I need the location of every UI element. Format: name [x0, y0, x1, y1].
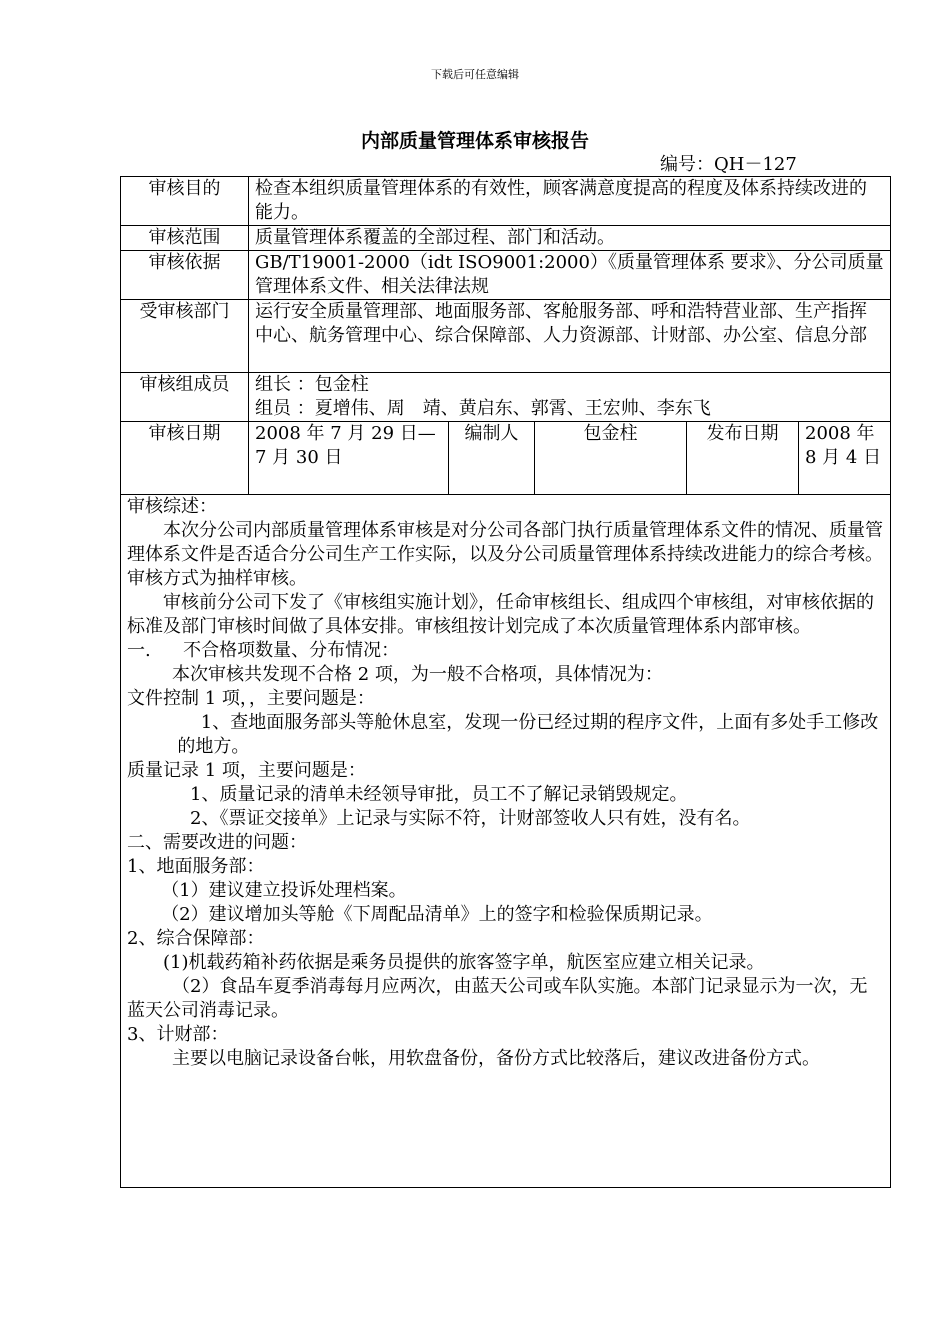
- team-members: 组员 ：夏增伟、周 靖、黄启东、郭霄、王宏帅、李东飞: [255, 398, 711, 419]
- support-dept-item-2: （2）食品车夏季消毒每月应两次，由蓝天公司或车队实施。本部门记录显示为一次，无蓝天公司消毒记录。: [127, 976, 868, 1021]
- quality-record-item-2: 2、《票证交接单》上记录与实际不符，计财部签收人只有姓，没有名。: [190, 808, 751, 829]
- quality-record-heading: 质量记录 1 项，主要问题是：: [127, 760, 366, 781]
- support-dept-heading: 2、综合保障部：: [127, 928, 265, 949]
- summary-heading: 审核综述：: [127, 496, 217, 517]
- page-title: 内部质量管理体系审核报告: [360, 130, 589, 152]
- finance-dept-item-1: 主要以电脑记录设备台帐，用软盘备份，备份方式比较落后，建议改进备份方式。: [172, 1048, 820, 1069]
- value-audit-team: [249, 373, 891, 422]
- value-release-date: 2008 年 8 月 4 日: [799, 422, 891, 495]
- label-audit-date: 审核日期: [121, 422, 249, 495]
- document-number: 编号：QH－127: [660, 154, 797, 175]
- value-audit-purpose: 检查本组织质量管理体系的有效性，顾客满意度提高的程度及体系持续改进的能力。: [249, 177, 891, 226]
- label-audit-team: 审核组成员: [121, 373, 249, 422]
- label-audited-departments: 受审核部门: [121, 300, 249, 373]
- label-editor: 编制人: [449, 422, 535, 495]
- section-1-heading: [127, 639, 884, 663]
- value-editor: 包金柱: [535, 422, 687, 495]
- label-release-date: 发布日期: [687, 422, 799, 495]
- label-audit-basis: 审核依据: [121, 251, 249, 300]
- document-control-item-1: 1、查地面服务部头等舱休息室，发现一份已经过期的程序文件，上面有多处手工修改的地方。: [177, 712, 879, 757]
- row-audit-scope: [121, 226, 891, 251]
- value-audit-date: 2008 年 7 月 29 日—7 月 30 日: [249, 422, 449, 495]
- support-dept-item-1: (1)机载药箱补药依据是乘务员提供的旅客签字单，航医室应建立相关记录。: [163, 952, 765, 973]
- section-1-intro: 本次审核共发现不合格 2 项，为一般不合格项，具体情况为：: [172, 664, 663, 685]
- section-2-heading: 二、需要改进的问题：: [127, 832, 307, 853]
- download-note: 下载后可任意编辑: [431, 68, 519, 81]
- row-audit-date: [121, 422, 891, 495]
- ground-service-item-1: （1）建议建立投诉处理档案。: [161, 880, 407, 901]
- label-audit-scope: 审核范围: [121, 226, 249, 251]
- row-audit-summary: [121, 495, 891, 1188]
- value-audit-basis: GB/T19001-2000（idt ISO9001:2000）《质量管理体系 要求》、分公司质量管理体系文件、相关法律法规: [249, 251, 891, 300]
- quality-record-item-1: 1、质量记录的清单未经领导审批，员工不了解记录销毁规定。: [190, 784, 688, 805]
- audit-summary: [121, 495, 891, 1188]
- value-audited-departments: 运行安全质量管理部、地面服务部、客舱服务部、呼和浩特营业部、生产指挥中心、航务管理中心、综合保障部、人力资源部、计财部、办公室、信息分部: [249, 300, 891, 373]
- row-audit-team: [121, 373, 891, 422]
- audit-report-table: [120, 176, 891, 1188]
- finance-dept-heading: 3、计财部：: [127, 1024, 229, 1045]
- ground-service-heading: 1、地面服务部：: [127, 856, 265, 877]
- row-audit-basis: [121, 251, 891, 300]
- team-leader: 组长 ：包金柱: [255, 374, 369, 395]
- row-audited-departments: [121, 300, 891, 373]
- document-control-heading: 文件控制 1 项，，主要问题是：: [127, 688, 375, 709]
- section-1-number: 一.: [127, 640, 151, 661]
- label-audit-purpose: 审核目的: [121, 177, 249, 226]
- value-audit-scope: 质量管理体系覆盖的全部过程、部门和活动。: [249, 226, 891, 251]
- row-audit-purpose: [121, 177, 891, 226]
- ground-service-item-2: （2）建议增加头等舱《下周配品清单》上的签字和检验保质期记录。: [161, 904, 713, 925]
- summary-paragraph-2: 审核前分公司下发了《审核组实施计划》，任命审核组长、组成四个审核组，对审核依据的标准及部门审核时间做了具体安排。审核组按计划完成了本次质量管理体系内部审核。: [127, 592, 874, 637]
- section-1-title: 不合格项数量、分布情况：: [183, 640, 400, 661]
- summary-paragraph-1: 本次分公司内部质量管理体系审核是对分公司各部门执行质量管理体系文件的情况、质量管理体系文件是否适合分公司生产工作实际，以及分公司质量管理体系持续改进能力的综合考核。审核方式为抽样审核。: [127, 520, 883, 589]
